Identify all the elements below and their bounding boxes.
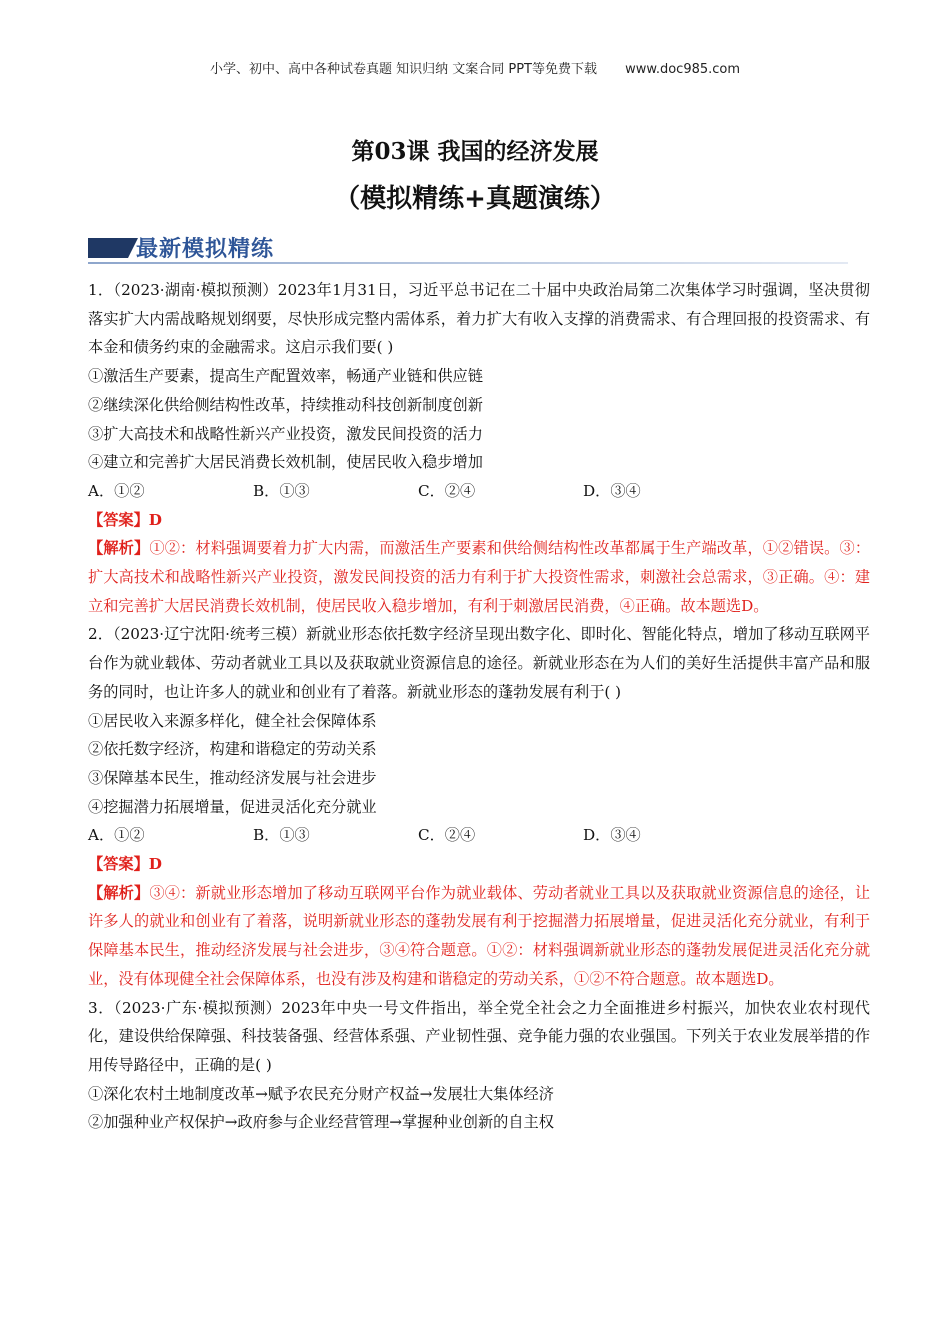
answer-choices: [88, 821, 870, 850]
option: ③保障基本民生，推动经济发展与社会进步: [88, 768, 377, 787]
choice-d: D．③④: [583, 481, 641, 500]
page-subtitle: （模拟精练+真题演练）: [334, 184, 616, 214]
choice-a: A．①②: [88, 826, 145, 845]
analysis: [88, 879, 870, 994]
page-header: [0, 58, 950, 77]
question-list: [88, 276, 870, 1137]
question-1: [88, 276, 870, 620]
analysis-text: ③④：新就业形态增加了移动互联网平台作为就业载体、劳动者就业工具以及获取就业资源信息的途径，让许多人的就业和创业有了着落，说明新就业形态的蓬勃发展有利于挖掘潜力拓展增量，促进灵活化充分就业，有利于保障基本民生，推动经济发展与社会进步，③④符合题意。①②：材料强调新就业形态的蓬勃发展促进灵活化充分就业，没有体现健全社会保障体系，也没有涉及构建和谐稳定的劳动关系，①②不符合题意。故本题选D。: [88, 883, 871, 988]
analysis-text: ①②：材料强调要着力扩大内需，而激活生产要素和供给侧结构性改革都属于生产端改革，①②错误。③：扩大高技术和战略性新兴产业投资，激发民间投资的活力有利于扩大投资性需求，刺激社会总需求，③正确。④：建立和完善扩大居民消费长效机制，使居民收入稳步增加，有利于刺激居民消费，④正确。故本题选D。: [88, 539, 871, 615]
choice-c: C．②④: [418, 826, 476, 845]
question-stem: 1．（2023·湖南·模拟预测）2023年1月31日，习近平总书记在二十届中央政治局第二次集体学习时强调，坚决贯彻落实扩大内需战略规划纲要，尽快形成完整内需体系，着力扩大有收入支撑的消费需求、有合理回报的投资需求、有本金和债务约束的金融需求。这启示我们要( ): [88, 281, 870, 357]
choice-b: B．①③: [253, 481, 310, 500]
option: ④建立和完善扩大居民消费长效机制，使居民收入稳步增加: [88, 453, 483, 472]
choice-a: A．①②: [88, 481, 145, 500]
choice-d: D．③④: [583, 826, 641, 845]
section-banner: [88, 232, 848, 268]
choice-c: C．②④: [418, 481, 476, 500]
choice-b: B．①③: [253, 826, 310, 845]
analysis: [88, 534, 870, 620]
option: ②加强种业产权保护→政府参与企业经营管理→掌握种业创新的自主权: [88, 1113, 554, 1132]
question-stem: 3．（2023·广东·模拟预测）2023年中央一号文件指出，举全党全社会之力全面推进乡村振兴，加快农业农村现代化，建设供给保障强、科技装备强、经营体系强、产业韧性强、竞争能力强的农业强国。下列关于农业发展举措的作用传导路径中，正确的是( ): [88, 998, 870, 1074]
question-2: [88, 620, 870, 993]
section-label: 最新模拟精练: [136, 237, 275, 262]
banner-rule: [88, 262, 848, 264]
page-title: 第03课 我国的经济发展: [351, 138, 599, 165]
answer: 【答案】D: [88, 510, 162, 529]
answer: 【答案】D: [88, 855, 162, 874]
option: ①激活生产要素，提高生产配置效率，畅通产业链和供应链: [88, 367, 483, 386]
header-site-link[interactable]: www.doc985.com: [625, 62, 741, 77]
option: ②继续深化供给侧结构性改革，持续推动科技创新制度创新: [88, 395, 483, 414]
question-stem: 2．（2023·辽宁沈阳·统考三模）新就业形态依托数字经济呈现出数字化、即时化、智能化特点，增加了移动互联网平台作为就业载体、劳动者就业工具以及获取就业资源信息的途径。新就业形态在为人们的美好生活提供丰富产品和服务的同时，也让许多人的就业和创业有了着落。新就业形态的蓬勃发展有利于( ): [88, 625, 870, 701]
banner-bar: [88, 238, 128, 258]
header-slogan: 小学、初中、高中各种试卷真题 知识归纳 文案合同 PPT等免费下载: [209, 62, 597, 77]
question-3: [88, 994, 870, 1138]
option: ①深化农村土地制度改革→赋予农民充分财产权益→发展壮大集体经济: [88, 1084, 554, 1103]
option: ①居民收入来源多样化，健全社会保障体系: [88, 711, 377, 730]
answer-choices: [88, 477, 870, 506]
analysis-tag: 【解析】: [88, 539, 150, 558]
analysis-tag: 【解析】: [88, 883, 150, 902]
option: ③扩大高技术和战略性新兴产业投资，激发民间投资的活力: [88, 424, 483, 443]
option: ②依托数字经济，构建和谐稳定的劳动关系: [88, 740, 377, 759]
option: ④挖掘潜力拓展增量，促进灵活化充分就业: [88, 797, 377, 816]
